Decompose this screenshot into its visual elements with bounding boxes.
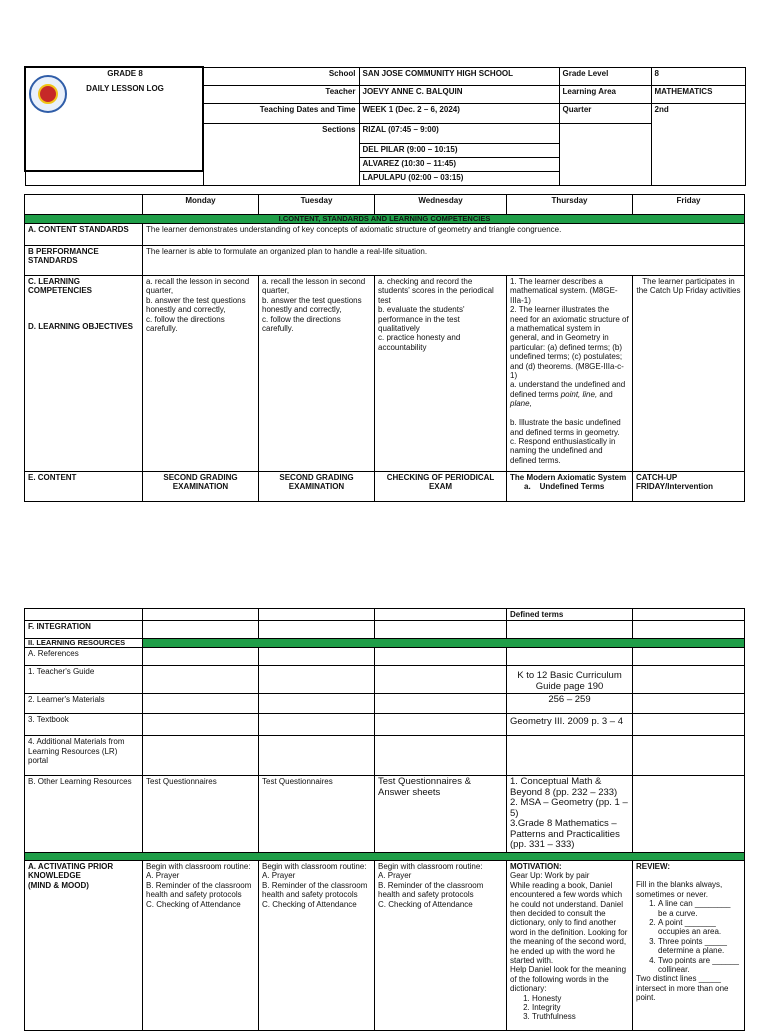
section-2: DEL PILAR (9:00 – 10:15) — [359, 143, 559, 157]
empty-cell — [507, 736, 633, 776]
empty-cell — [143, 714, 259, 736]
motivation-item: 2. Integrity — [532, 1003, 629, 1012]
lesson-table-page-2 — [24, 608, 745, 1031]
review-friday — [633, 860, 745, 1030]
routine-item: C. Checking of Attendance — [378, 899, 473, 909]
empty-cell — [375, 736, 507, 776]
motivation-item: 1. Honesty — [532, 994, 629, 1003]
textbook-label: 3. Textbook — [25, 714, 143, 736]
section-heading-content: I.CONTENT, STANDARDS AND LEARNING COMPETENCIES — [25, 215, 745, 224]
empty-cell — [633, 714, 745, 736]
routine-item: B. Reminder of the classroom health and safety protocols — [262, 880, 368, 900]
empty-cell — [633, 776, 745, 853]
content-label: E. CONTENT — [25, 472, 143, 502]
objectives-thursday — [507, 276, 633, 472]
objectives-label: D. LEARNING OBJECTIVES — [28, 321, 133, 331]
review-item: 4. Two points are ______ collinear. — [658, 956, 741, 975]
empty-cell — [259, 609, 375, 621]
performance-standards-label: B PERFORMANCE STANDARDS — [25, 246, 143, 276]
day-monday: Monday — [143, 195, 259, 215]
references-label: A. References — [25, 648, 143, 666]
empty-cell — [259, 648, 375, 666]
content-monday: SECOND GRADING EXAMINATION — [143, 472, 259, 502]
empty-cell — [633, 736, 745, 776]
teacher-value: JOEVY ANNE C. BALQUIN — [359, 85, 559, 103]
motivation-text: Gear Up: Work by pair While reading a book, Daniel encountered a few words which he could not understand. Daniel then decided to consult the dictionary, only to find another word in the definition. Looking for the meaning of the second word, he ended up with the word he started with. Help Daniel look for the meaning of the following words in the dictionary: — [510, 871, 628, 994]
learning-area-label: Learning Area — [559, 85, 651, 103]
empty-cell — [375, 621, 507, 639]
grade-level-value: 8 — [651, 67, 745, 85]
grade-level-label: Grade Level — [559, 67, 651, 85]
school-label: School — [203, 67, 359, 85]
other-resources-wednesday: Test Questionnaires & Answer sheets — [375, 776, 507, 853]
green-divider-2 — [25, 852, 745, 860]
routine-monday — [143, 860, 259, 1030]
other-resources-monday: Test Questionnaires — [143, 776, 259, 853]
content-thursday-title: The Modern Axiomatic System — [510, 473, 627, 482]
empty-cell — [633, 609, 745, 621]
motivation-item: 3. Truthfulness — [532, 1012, 629, 1021]
integration-label: F. INTEGRATION — [25, 621, 143, 639]
learning-resources-label: II. LEARNING RESOURCES — [25, 639, 143, 648]
empty-cell — [143, 694, 259, 714]
objectives-friday: The learner participates in the Catch Up Friday activities — [633, 276, 745, 472]
empty-cell — [143, 666, 259, 694]
day-wednesday: Wednesday — [375, 195, 507, 215]
learning-area-value: MATHEMATICS — [651, 85, 745, 103]
review-title: REVIEW: — [636, 861, 671, 871]
motivation-thursday — [507, 860, 633, 1030]
objectives-thursday-italic: point, line, — [560, 389, 598, 399]
section-3: ALVAREZ (10:30 – 11:45) — [359, 157, 559, 171]
routine-item: A. Prayer — [378, 871, 412, 881]
empty-cell — [633, 666, 745, 694]
content-thursday-item: a. Undefined Terms — [524, 482, 605, 492]
school-value: SAN JOSE COMMUNITY HIGH SCHOOL — [359, 67, 559, 85]
log-title: DAILY LESSON LOG — [86, 84, 164, 93]
empty-cell — [143, 609, 259, 621]
defined-terms-text: Defined terms — [507, 609, 633, 621]
empty-cell — [507, 621, 633, 639]
day-thursday: Thursday — [507, 195, 633, 215]
routine-intro: Begin with classroom routine: — [146, 861, 251, 871]
learners-materials-thursday: 256 – 259 — [507, 694, 633, 714]
section-1: RIZAL (07:45 – 9:00) — [359, 123, 559, 143]
empty-cell — [633, 694, 745, 714]
routine-wednesday — [375, 860, 507, 1030]
routine-intro: Begin with classroom routine: — [262, 861, 367, 871]
review-item: 3. Three points _____ determine a plane. — [658, 937, 741, 956]
review-item: 1. A line can ________ be a curve. — [658, 899, 741, 918]
empty-cell — [259, 736, 375, 776]
dates-label: Teaching Dates and Time — [203, 103, 359, 123]
empty-cell — [633, 648, 745, 666]
day-friday: Friday — [633, 195, 745, 215]
empty-cell — [559, 123, 651, 185]
routine-item: C. Checking of Attendance — [146, 899, 241, 909]
other-resources-label: B. Other Learning Resources — [25, 776, 143, 853]
objectives-thursday-italic-2: plane, — [510, 399, 532, 409]
content-thursday — [507, 472, 633, 502]
content-wednesday: CHECKING OF PERIODICAL EXAM — [375, 472, 507, 502]
performance-standards-text: The learner is able to formulate an organized plan to handle a real-life situation. — [143, 246, 745, 276]
motivation-title: MOTIVATION: — [510, 861, 562, 871]
empty-cell — [375, 714, 507, 736]
empty-cell — [259, 621, 375, 639]
content-standards-label: A. CONTENT STANDARDS — [25, 224, 143, 246]
routine-item: A. Prayer — [146, 871, 180, 881]
teachers-guide-label: 1. Teacher's Guide — [25, 666, 143, 694]
routine-intro: Begin with classroom routine: — [378, 861, 483, 871]
textbook-thursday: Geometry III. 2009 p. 3 – 4 — [507, 714, 633, 736]
empty-cell — [633, 621, 745, 639]
day-tuesday: Tuesday — [259, 195, 375, 215]
empty-cell — [143, 648, 259, 666]
learners-materials-label: 2. Learner's Materials — [25, 694, 143, 714]
activating-label: A. ACTIVATING PRIOR KNOWLEDGE (MIND & MOOD) — [25, 860, 143, 1030]
competencies-label: C. LEARNING COMPETENCIES — [28, 277, 93, 296]
section-4: LAPULAPU (02:00 – 03:15) — [359, 171, 559, 185]
empty-cell — [375, 648, 507, 666]
other-resources-tuesday: Test Questionnaires — [259, 776, 375, 853]
school-logo-cell — [25, 67, 203, 171]
teacher-label: Teacher — [203, 85, 359, 103]
quarter-label: Quarter — [559, 103, 651, 123]
empty-cell — [143, 736, 259, 776]
review-item: 2. A point _______ occupies an area. — [658, 918, 741, 937]
empty-cell — [375, 609, 507, 621]
objectives-thursday-b: and — [597, 389, 613, 399]
content-tuesday: SECOND GRADING EXAMINATION — [259, 472, 375, 502]
dates-value: WEEK 1 (Dec. 2 – 6, 2024) — [359, 103, 559, 123]
empty-cell — [143, 621, 259, 639]
empty-cell — [25, 609, 143, 621]
empty-cell — [375, 694, 507, 714]
objectives-monday: a. recall the lesson in second quarter, b. answer the test questions honestly and correctly, c. follow the directions carefully. — [143, 276, 259, 472]
content-friday: CATCH-UP FRIDAY/Intervention — [633, 472, 745, 502]
empty-cell — [259, 666, 375, 694]
empty-cell — [25, 171, 203, 185]
objectives-tuesday: a. recall the lesson in second quarter, b. answer the test questions honestly and correctly, c. follow the directions carefully. — [259, 276, 375, 472]
empty-cell — [259, 694, 375, 714]
green-divider — [143, 639, 745, 648]
content-standards-text: The learner demonstrates understanding of key concepts of axiomatic structure of geometry and triangle congruence. — [143, 224, 745, 246]
grade-title: GRADE 8 — [107, 69, 143, 78]
teachers-guide-thursday: K to 12 Basic Curriculum Guide page 190 — [507, 666, 633, 694]
empty-cell — [507, 648, 633, 666]
routine-item: B. Reminder of the classroom health and safety protocols — [378, 880, 484, 900]
empty-cell — [375, 666, 507, 694]
objectives-thursday-a: 1. The learner describes a mathematical system. (M8GE-IIIa-1) 2. The learner illustrates the need for an axiomatic structure of a mathematical system in general, and in Geometry in particular: (a) defined terms; (b) undefined terms; (c) postulates; and (d) theorems. (M8GE-IIIa-c-1) a. understand the undefined and defined terms — [510, 277, 629, 399]
header-table — [24, 66, 746, 186]
routine-item: A. Prayer — [262, 871, 296, 881]
objectives-thursday-c: b. Illustrate the basic undefined and defined terms in geometry. c. Respond enthusiastically in naming the undefined and defined terms. — [510, 418, 621, 465]
empty-cell — [25, 195, 143, 215]
deped-seal-icon — [29, 75, 67, 113]
lesson-table-page-1 — [24, 194, 745, 502]
additional-materials-label: 4. Additional Materials from Learning Resources (LR) portal — [25, 736, 143, 776]
objectives-wednesday: a. checking and record the students' scores in the periodical test b. evaluate the students' performance in the test qualitatively c. practice honesty and accountability — [375, 276, 507, 472]
routine-tuesday — [259, 860, 375, 1030]
routine-item: B. Reminder of the classroom health and safety protocols — [146, 880, 252, 900]
competencies-label-cell — [25, 276, 143, 472]
sections-label: Sections — [203, 123, 359, 185]
routine-item: C. Checking of Attendance — [262, 899, 357, 909]
empty-cell — [259, 714, 375, 736]
review-intro: Fill in the blanks always, sometimes or never. — [636, 880, 723, 899]
quarter-value: 2nd — [651, 103, 745, 185]
other-resources-thursday: 1. Conceptual Math & Beyond 8 (pp. 232 – 233) 2. MSA – Geometry (pp. 1 – 5) 3.Grade 8 Mathematics – Patterns and Practicalities (pp. 331 – 333) — [507, 776, 633, 853]
review-tail: Two distinct lines _____ intersect in more than one point. — [636, 974, 729, 1003]
